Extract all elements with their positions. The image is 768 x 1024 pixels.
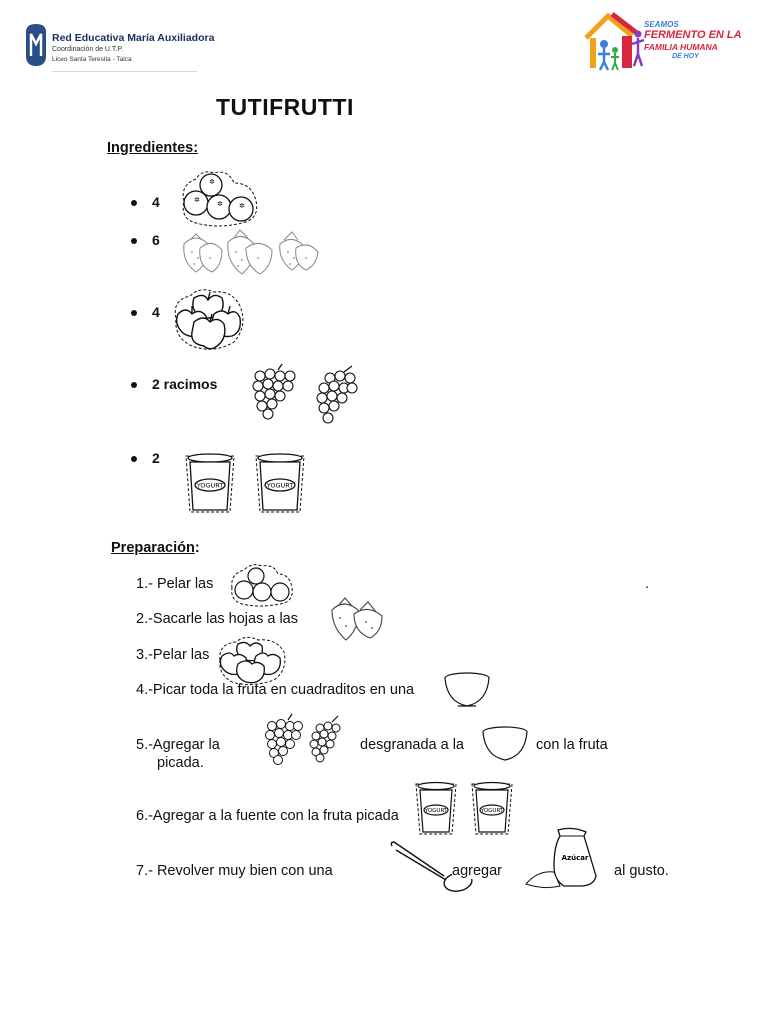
step-7a: 7.- Revolver muy bien con una xyxy=(136,863,333,879)
svg-text:✲: ✲ xyxy=(217,200,223,208)
step-1: 1.- Pelar las xyxy=(136,576,214,592)
svg-text:✲: ✲ xyxy=(239,202,245,210)
step-5c: con la fruta xyxy=(536,737,608,753)
step-5d: picada. xyxy=(157,755,204,771)
preparation-heading-colon: : xyxy=(194,540,200,556)
step-4: 4.-Picar toda la fruta en cuadraditos en una xyxy=(136,682,415,698)
step-1-dot: . xyxy=(645,576,650,592)
step-7c: al gusto. xyxy=(614,863,669,879)
school-location: Liceo Santa Teresita - Talca xyxy=(52,56,132,63)
ingredient-qty: 4 xyxy=(152,194,160,210)
yogurt-label: YOGURT xyxy=(196,481,224,490)
school-emblem-icon xyxy=(24,22,48,68)
slogan-line-1: SEAMOS xyxy=(644,20,679,29)
step-6: 6.-Agregar a la fuente con la fruta picada xyxy=(136,808,399,824)
school-name: Red Educativa María Auxiliadora xyxy=(52,32,215,44)
step-7b: agregar xyxy=(452,863,502,879)
preparation-heading xyxy=(111,540,200,556)
oranges-icon xyxy=(178,167,260,227)
slogan-line-4: DE HOY xyxy=(672,53,699,60)
sugar-label: Azúcar xyxy=(561,854,589,862)
slogan-logo xyxy=(582,10,742,72)
list-bullet xyxy=(131,382,137,388)
svg-text:✲: ✲ xyxy=(194,196,200,204)
apples-icon xyxy=(170,286,246,352)
yogurt-label: YOGURT xyxy=(266,481,294,490)
list-bullet xyxy=(131,456,137,462)
strawberries-icon xyxy=(180,228,322,276)
list-bullet xyxy=(131,200,137,206)
grapes-icon xyxy=(262,714,346,770)
yogurts-icon xyxy=(414,780,518,840)
yogurts-icon xyxy=(184,450,314,520)
grapes-icon xyxy=(248,364,364,430)
sugar-bag-icon xyxy=(524,826,604,892)
yogurt-label: YOGURT xyxy=(480,808,504,814)
header-divider xyxy=(52,71,197,72)
page-title: TUTIFRUTTI xyxy=(216,94,354,120)
apples-icon xyxy=(216,634,288,686)
svg-text:✲: ✲ xyxy=(209,178,215,186)
slogan-line-2: FERMENTO EN LA xyxy=(644,29,742,41)
ingredients-heading: Ingredientes: xyxy=(107,140,199,156)
list-bullet xyxy=(131,238,137,244)
bowl-icon xyxy=(442,670,492,710)
ingredient-qty: 6 xyxy=(152,232,160,248)
school-logo xyxy=(22,18,215,74)
school-subtitle: Coordinación de U.T.P. xyxy=(52,46,124,53)
step-2: 2.-Sacarle las hojas a las xyxy=(136,611,298,627)
ingredient-qty: 2 xyxy=(152,450,160,466)
oranges-icon xyxy=(228,562,294,606)
bowl-icon xyxy=(480,724,530,764)
step-3: 3.-Pelar las xyxy=(136,647,210,663)
strawberries-icon xyxy=(330,596,384,642)
ingredient-qty: 2 racimos xyxy=(152,376,218,392)
ingredient-qty: 4 xyxy=(152,304,160,320)
step-5a: 5.-Agregar la xyxy=(136,737,220,753)
slogan-line-3: FAMILIA HUMANA xyxy=(644,42,718,52)
step-5b: desgranada a la xyxy=(360,737,464,753)
list-bullet xyxy=(131,310,137,316)
yogurt-label: YOGURT xyxy=(424,808,448,814)
preparation-heading-text: Preparación xyxy=(111,540,195,556)
